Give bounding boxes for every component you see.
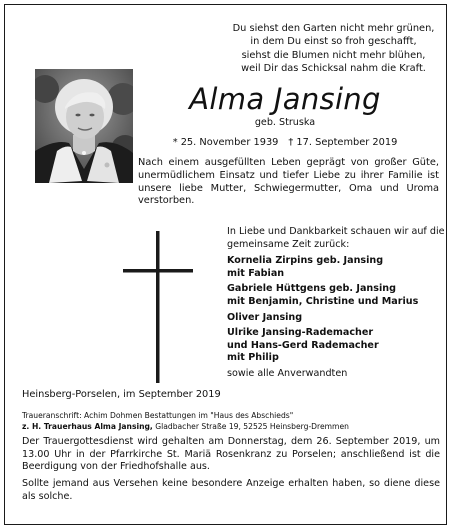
- mourner-line: Kornelia Zirpins geb. Jansing: [227, 255, 384, 267]
- death-date: † 17. September 2019: [288, 137, 398, 148]
- funeral-address-line: [22, 421, 442, 432]
- maiden-name: geb. Struska: [254, 117, 316, 128]
- service-text: Der Trauergottesdienst wird gehalten am Donnerstag, dem 26. September 2019, um 13.00 Uhr in der Pfarrkirche St. Mariä Rosenkranz zu Porselen; anschließend ist die Beerdigung von der Friedhofshalle aus.: [22, 436, 440, 473]
- funeral-house-name: z. H. Trauerhaus Alma Jansing,: [22, 422, 153, 431]
- poem-line: in dem Du einst so froh geschafft,: [250, 36, 417, 48]
- notice-text: Sollte jemand aus Versehen keine besondere Anzeige erhalten haben, so diene diese als solche.: [22, 478, 440, 502]
- mourners-tail: sowie alle Anverwandten: [227, 367, 348, 379]
- mourner-line: mit Philip: [227, 352, 279, 364]
- mourner-group: [227, 327, 445, 365]
- poem-line: siehst die Blumen nicht mehr blühen,: [241, 49, 426, 61]
- mourner-line: mit Fabian: [227, 267, 285, 279]
- obituary-frame: [4, 4, 447, 525]
- birth-date: * 25. November 1939: [172, 137, 279, 148]
- funeral-street: Gladbacher Straße 19, 52525 Heinsberg-Dremmen: [152, 422, 349, 431]
- mourner-group: [227, 312, 445, 325]
- funeral-address: [22, 410, 442, 432]
- poem-line: weil Dir das Schicksal nahm die Kraft.: [241, 62, 426, 74]
- deceased-name: Alma Jansing: [189, 82, 381, 116]
- mourner-line: und Hans-Gerd Rademacher: [227, 339, 379, 351]
- portrait-photo: [35, 69, 133, 183]
- funeral-address-line: Traueranschrift: Achim Dohmen Bestattungen im "Haus des Abschieds": [22, 411, 294, 420]
- poem: [226, 22, 441, 75]
- intro-text: Nach einem ausgefüllten Leben geprägt von großer Güte, unermüdlichem Einsatz und tiefer Liebe zu ihrer Familie ist unsere liebe Mutter, Schwiegermutter, Oma und Uroma verstorben.: [138, 157, 439, 207]
- mourner-group: [227, 255, 445, 280]
- christian-cross-icon: [123, 231, 193, 383]
- mourners-list: [227, 226, 445, 381]
- mourner-line: Gabriele Hüttgens geb. Jansing: [227, 283, 396, 295]
- life-dates: [145, 137, 425, 149]
- mourner-line: Oliver Jansing: [227, 311, 303, 323]
- place-date: Heinsberg-Porselen, im September 2019: [22, 389, 221, 400]
- mourner-line: Ulrike Jansing-Rademacher: [227, 327, 374, 339]
- poem-line: Du siehst den Garten nicht mehr grünen,: [232, 23, 435, 34]
- mourner-line: mit Benjamin, Christine und Marius: [227, 295, 419, 307]
- mourners-lead: In Liebe und Dankbarkeit schauen wir auf die gemeinsame Zeit zurück:: [227, 226, 445, 250]
- mourner-group: [227, 283, 445, 308]
